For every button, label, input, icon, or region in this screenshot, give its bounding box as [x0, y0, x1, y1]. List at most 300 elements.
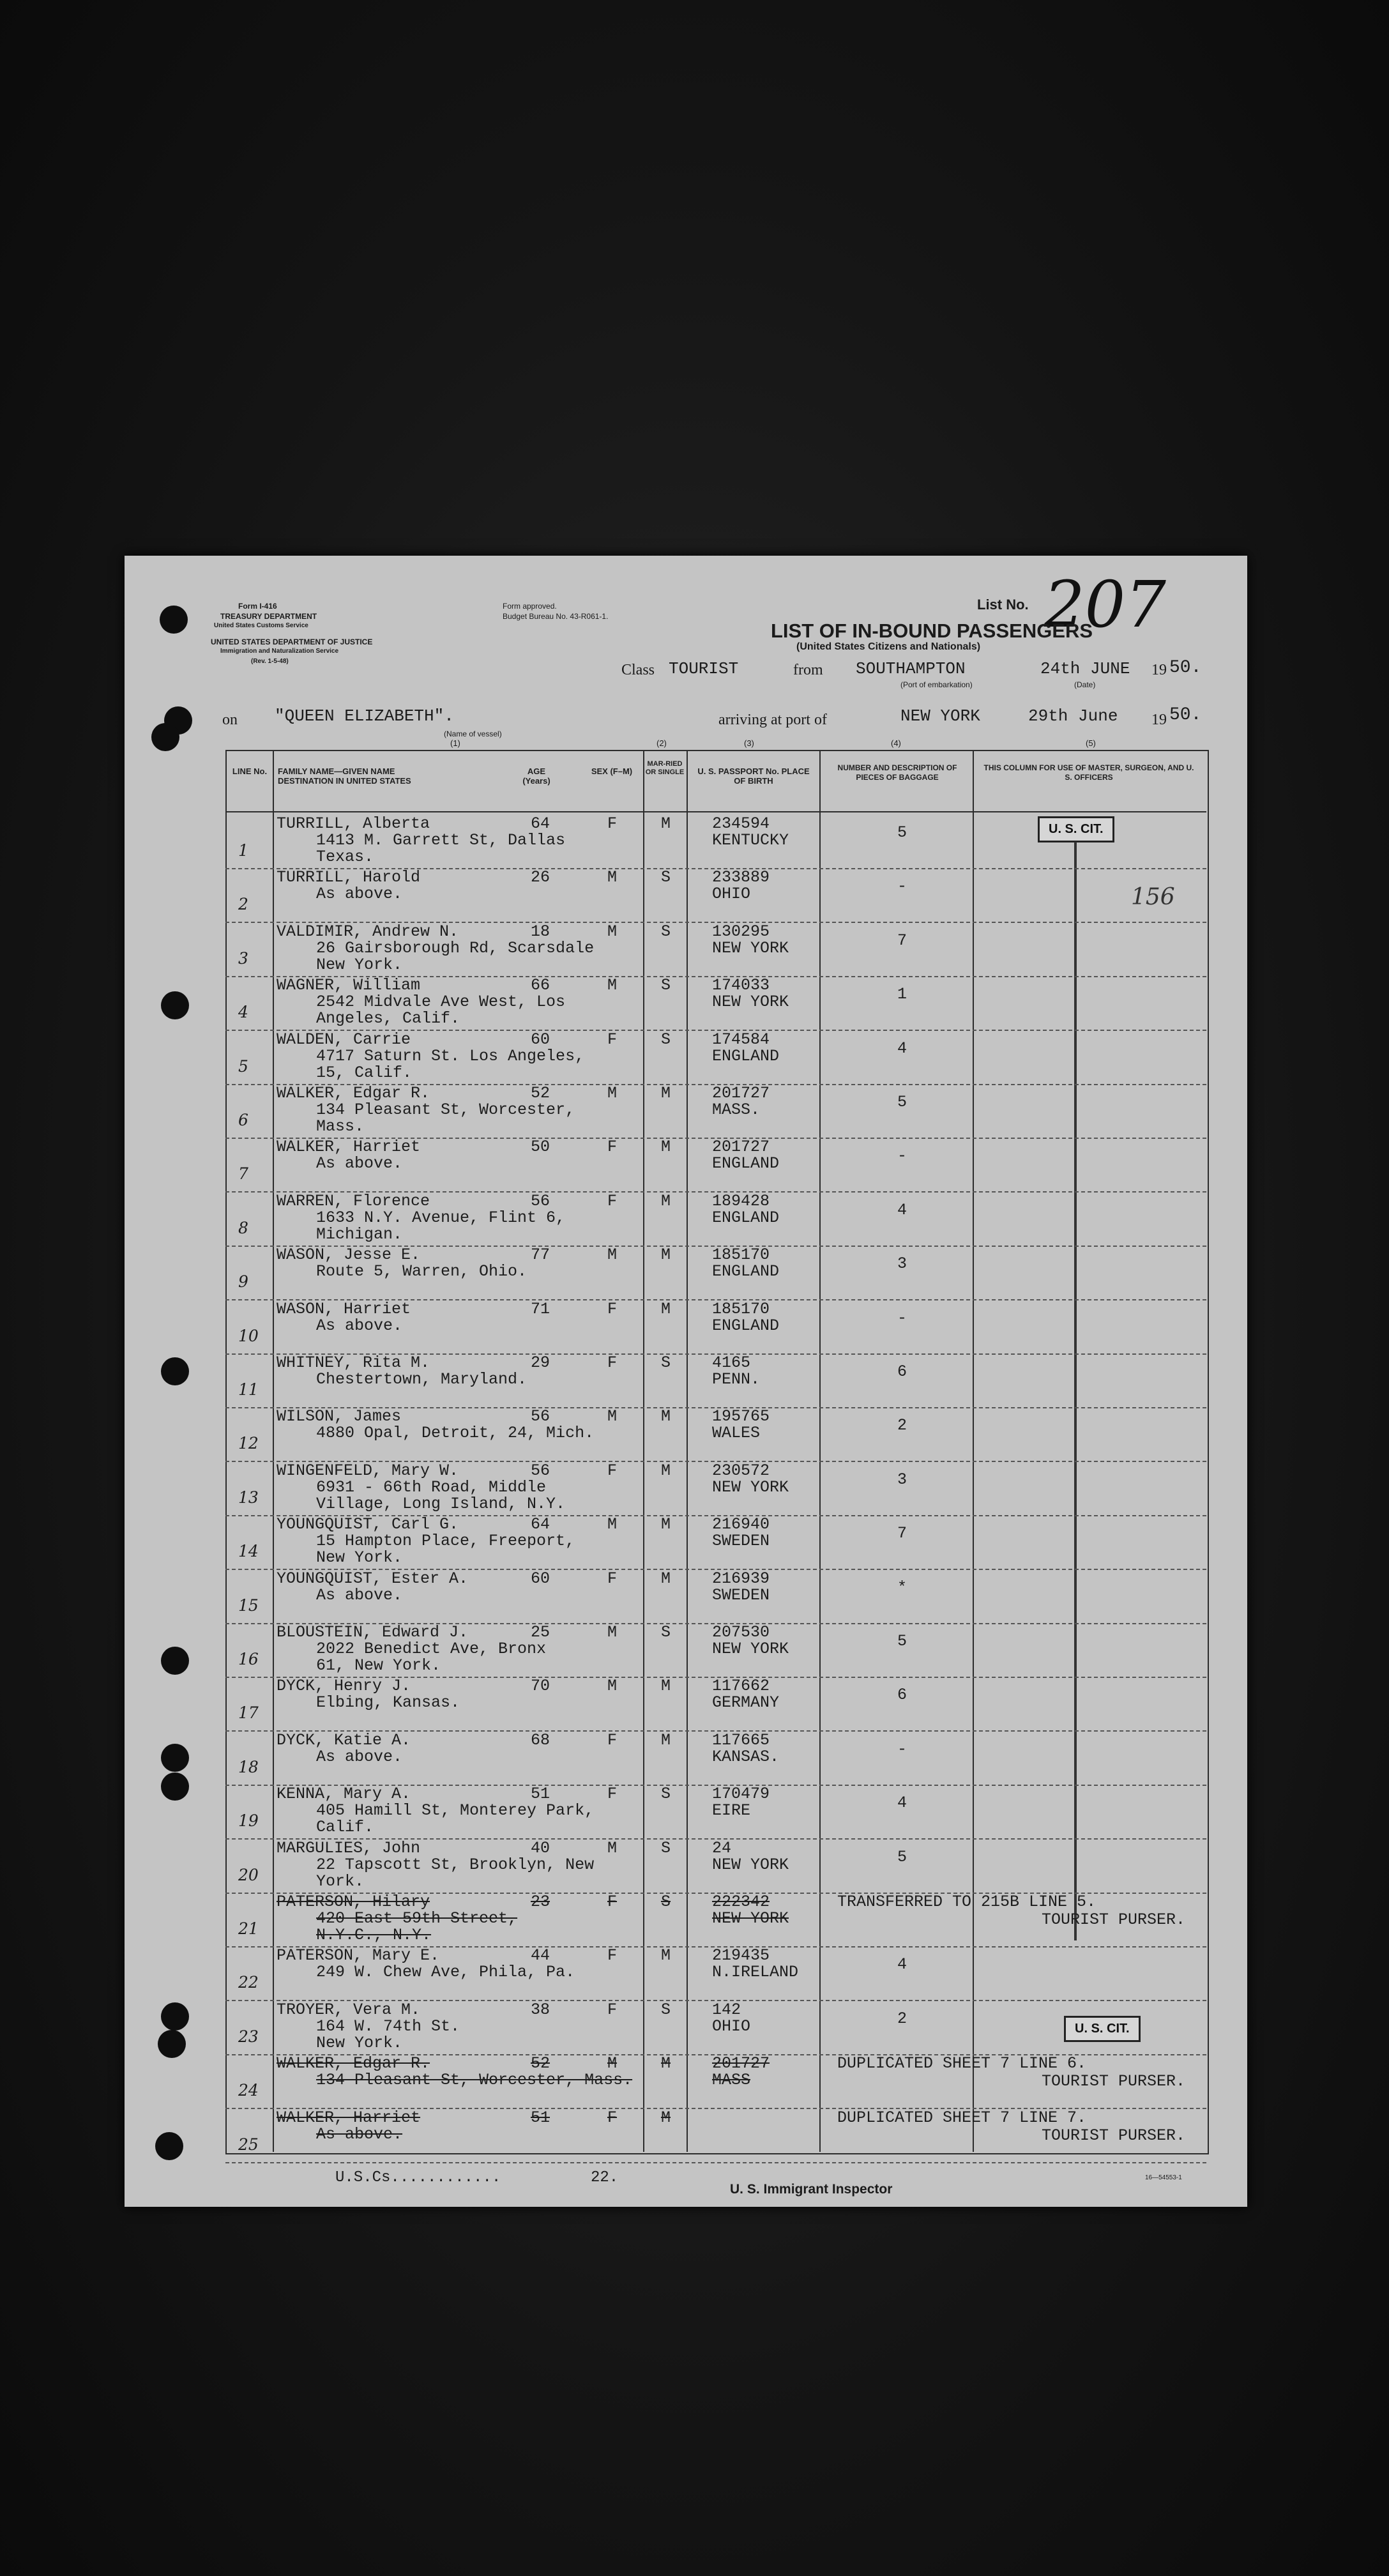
line-number: 4 [238, 1003, 248, 1022]
age: 64 [531, 814, 550, 833]
passport-number: 219435 [712, 1946, 770, 1965]
passport-number: 174033 [712, 976, 770, 995]
age: 56 [531, 1191, 550, 1210]
line-number: 10 [238, 1326, 259, 1345]
passenger-name: WAGNER, William [277, 976, 421, 995]
us-citizen-stamp-2: U. S. CIT. [1064, 2016, 1141, 2042]
sex: F [607, 1299, 618, 1318]
form-revision: (Rev. 1-5-48) [251, 658, 289, 665]
passenger-name: WALKER, Edgar R. [277, 2054, 430, 2073]
place-of-birth: WALES [712, 1424, 761, 1443]
place-of-birth: ENGLAND [712, 1262, 780, 1281]
embarkation-date: 24th JUNE [1040, 659, 1130, 678]
line-number: 23 [238, 2027, 259, 2046]
passenger-name: DYCK, Katie A. [277, 1730, 411, 1749]
form-number: Form I-416 [238, 602, 277, 611]
destination-line-1: 26 Gairsborough Rd, Scarsdale [316, 938, 595, 957]
age: 60 [531, 1569, 550, 1588]
place-of-birth: MASS [712, 2071, 751, 2090]
destination-line-2: 15, Calif. [316, 1063, 413, 1082]
baggage-count: - [897, 1147, 907, 1166]
baggage-count: - [897, 1739, 907, 1758]
table-row [125, 1839, 1247, 1893]
destination-line-1: Chestertown, Maryland. [316, 1370, 528, 1389]
line-number: 12 [238, 1434, 259, 1453]
table-row [125, 868, 1247, 922]
age: 52 [531, 2054, 550, 2073]
row-separator [225, 2162, 1206, 2163]
col-number: (5) [1086, 738, 1096, 748]
place-of-birth: EIRE [712, 1801, 751, 1820]
passport-number: 195765 [712, 1407, 770, 1426]
destination-line-2: Mass. [316, 1117, 365, 1136]
destination-line-1: As above. [316, 1154, 403, 1173]
sex: F [607, 1138, 618, 1157]
dept-justice: UNITED STATES DEPARTMENT OF JUSTICE [211, 637, 373, 646]
marital-status: M [661, 1515, 671, 1534]
destination-line-2: Village, Long Island, N.Y. [316, 1494, 566, 1513]
header-age: AGE (Years) [522, 766, 550, 786]
arrival-port: NEW YORK [900, 706, 980, 726]
passenger-name: PATERSON, Mary E. [277, 1946, 440, 1965]
marital-status: S [661, 1785, 671, 1804]
place-of-birth: ENGLAND [712, 1046, 780, 1065]
destination-line-2: Michigan. [316, 1224, 403, 1244]
port-caption: (Port of embarkation) [900, 680, 973, 689]
marital-status: S [661, 2000, 671, 2019]
baggage-count: 5 [897, 1847, 907, 1866]
list-number: 207 [1044, 567, 1166, 642]
line-number: 20 [238, 1865, 259, 1884]
passport-number: 216939 [712, 1569, 770, 1588]
passenger-name: WASON, Harriet [277, 1299, 411, 1318]
line-number: 13 [238, 1488, 259, 1507]
age: 23 [531, 1893, 550, 1911]
passenger-name: WILSON, James [277, 1407, 402, 1426]
passenger-name: WALKER, Harriet [277, 2108, 421, 2127]
line-number: 2 [238, 895, 248, 914]
baggage-count: 5 [897, 1632, 907, 1650]
table-row [125, 1300, 1247, 1354]
age: 50 [531, 1138, 550, 1157]
marital-status: M [661, 1461, 671, 1480]
dept-treasury: TREASURY DEPARTMENT [220, 612, 317, 621]
officer-note-signature: TOURIST PURSER. [1042, 2126, 1186, 2145]
destination-line-2: York. [316, 1871, 365, 1891]
destination-line-1: 249 W. Chew Ave, Phila, Pa. [316, 1963, 575, 1982]
header-baggage: NUMBER AND DESCRIPTION OF PIECES OF BAGGAGE [837, 763, 957, 782]
sex: F [607, 1191, 618, 1210]
passenger-name: YOUNGQUIST, Carl G. [277, 1515, 459, 1534]
line-number: 6 [238, 1111, 248, 1129]
list-no-label: List No. [977, 597, 1029, 613]
punch-hole [160, 606, 188, 634]
marital-status: M [661, 1084, 671, 1102]
sex: F [607, 814, 618, 833]
passport-number: 170479 [712, 1785, 770, 1804]
passenger-name: WHITNEY, Rita M. [277, 1353, 430, 1372]
col-number: (1) [450, 738, 460, 748]
header-passport: U. S. PASSPORT No. PLACE OF BIRTH [697, 766, 810, 786]
age: 51 [531, 1785, 550, 1804]
destination-line-1: 6931 - 66th Road, Middle [316, 1477, 547, 1497]
marital-status: M [661, 814, 671, 833]
sex: F [607, 1946, 618, 1965]
marital-status: M [661, 1730, 671, 1749]
place-of-birth: GERMANY [712, 1693, 780, 1712]
destination-line-1: As above. [316, 1316, 403, 1335]
sex: F [607, 1461, 618, 1480]
sex: M [607, 1246, 618, 1265]
passport-number: 185170 [712, 1299, 770, 1318]
table-row [125, 814, 1247, 869]
passport-number: 216940 [712, 1515, 770, 1534]
col-number: (2) [657, 738, 667, 748]
destination-line-1: Elbing, Kansas. [316, 1693, 460, 1712]
marital-status: M [661, 1138, 671, 1157]
col-number: (3) [744, 738, 754, 748]
table-row [125, 2001, 1247, 2055]
baggage-count: 4 [897, 1794, 907, 1813]
marital-status: S [661, 868, 671, 887]
passenger-name: TROYER, Vera M. [277, 2000, 421, 2019]
table-row [125, 1677, 1247, 1731]
baggage-count: 4 [897, 1200, 907, 1219]
destination-line-1: 405 Hamill St, Monterey Park, [316, 1801, 595, 1820]
baggage-count: 3 [897, 1470, 907, 1489]
passport-number: 201727 [712, 2054, 770, 2073]
baggage-count: 6 [897, 1362, 907, 1381]
table-row [125, 1407, 1247, 1461]
passenger-name: PATERSON, Hilary [277, 1893, 430, 1911]
table-row [125, 1353, 1247, 1408]
passenger-name: WALDEN, Carrie [277, 1030, 411, 1049]
table-row [125, 1623, 1247, 1677]
header-name: FAMILY NAME—GIVEN NAME DESTINATION IN UNITED STATES [278, 766, 411, 786]
marital-status: M [661, 1407, 671, 1426]
destination-line-1: Route 5, Warren, Ohio. [316, 1262, 528, 1281]
form-code: 16—54553-1 [1145, 2174, 1182, 2181]
baggage-count: 3 [897, 1254, 907, 1274]
destination-line-1: 4880 Opal, Detroit, 24, Mich. [316, 1424, 595, 1443]
budget-bureau: Budget Bureau No. 43-R061-1. [503, 612, 609, 621]
sex: F [607, 2108, 618, 2127]
vessel-caption: (Name of vessel) [444, 729, 502, 738]
marital-status: S [661, 922, 671, 941]
sex: M [607, 1838, 618, 1857]
line-number: 21 [238, 1919, 259, 1938]
age: 38 [531, 2000, 550, 2019]
age: 66 [531, 976, 550, 995]
baggage-count: 2 [897, 1416, 907, 1435]
arrival-year: 50. [1169, 705, 1202, 725]
place-of-birth: NEW YORK [712, 938, 789, 957]
marital-status: S [661, 1893, 671, 1911]
table-row [125, 1461, 1247, 1516]
marital-status: M [661, 1569, 671, 1588]
place-of-birth: KENTUCKY [712, 831, 789, 850]
place-of-birth: ENGLAND [712, 1208, 780, 1227]
header-line: LINE No. [232, 766, 268, 776]
dept-justice-sub: Immigration and Naturalization Service [220, 648, 339, 655]
date-caption: (Date) [1074, 680, 1096, 689]
passenger-name: WALKER, Harriet [277, 1138, 421, 1157]
table-row [125, 1030, 1247, 1085]
class-value: TOURIST [669, 659, 739, 678]
arriving-label: arriving at port of [718, 712, 827, 728]
passport-number: 142 [712, 2000, 741, 2019]
destination-line-1: 1413 M. Garrett St, Dallas [316, 831, 566, 850]
baggage-count: 2 [897, 2009, 907, 2028]
passport-number: 185170 [712, 1246, 770, 1265]
officer-note: DUPLICATED SHEET 7 LINE 6. [837, 2054, 1087, 2073]
age: 68 [531, 1730, 550, 1749]
place-of-birth: NEW YORK [712, 1909, 789, 1928]
baggage-count: 4 [897, 1955, 907, 1974]
year-prefix: 19 [1151, 662, 1167, 678]
passenger-name: DYCK, Henry J. [277, 1677, 411, 1696]
age: 18 [531, 922, 550, 941]
destination-line-1: As above. [316, 2124, 403, 2144]
arrival-year-prefix: 19 [1151, 712, 1167, 728]
table-row [125, 2054, 1247, 2108]
header-married: MAR-RIED OR SINGLE [645, 760, 685, 776]
line-number: 1 [238, 841, 248, 860]
sex: M [607, 1515, 618, 1534]
immigrant-inspector-label: U. S. Immigrant Inspector [730, 2182, 893, 2197]
place-of-birth: PENN. [712, 1370, 761, 1389]
marital-status: M [661, 1299, 671, 1318]
marital-status: S [661, 1838, 671, 1857]
sex: F [607, 2000, 618, 2019]
sex: F [607, 1730, 618, 1749]
destination-line-1: 2022 Benedict Ave, Bronx [316, 1640, 547, 1658]
marital-status: M [661, 1946, 671, 1965]
sex: M [607, 1623, 618, 1642]
sex: M [607, 2054, 618, 2073]
baggage-count: 7 [897, 1524, 907, 1543]
embarkation-year: 50. [1169, 658, 1202, 678]
baggage-count: 5 [897, 1093, 907, 1111]
baggage-count: 7 [897, 931, 907, 950]
passport-number: 117662 [712, 1677, 770, 1696]
passport-number: 207530 [712, 1623, 770, 1642]
destination-line-1: 164 W. 74th St. [316, 2016, 460, 2036]
place-of-birth: SWEDEN [712, 1585, 770, 1604]
destination-line-2: Texas. [316, 848, 374, 866]
baggage-count: * [897, 1578, 907, 1597]
passport-number: 201727 [712, 1138, 770, 1157]
punch-hole [151, 723, 179, 751]
table-row [125, 976, 1247, 1030]
line-number: 19 [238, 1811, 259, 1831]
place-of-birth: OHIO [712, 885, 751, 904]
marital-status: S [661, 1353, 671, 1372]
passenger-name: WARREN, Florence [277, 1191, 430, 1210]
place-of-birth: KANSAS. [712, 1747, 780, 1766]
line-number: 5 [238, 1056, 248, 1076]
marital-status: S [661, 976, 671, 995]
baggage-count: 5 [897, 823, 907, 842]
officer-note: TRANSFERRED TO 215B LINE 5. [837, 1893, 1097, 1911]
place-of-birth: NEW YORK [712, 1855, 789, 1874]
destination-line-1: 134 Pleasant St, Worcester, Mass. [316, 2071, 633, 2090]
passport-number: 130295 [712, 922, 770, 941]
line-number: 22 [238, 1973, 259, 1992]
passport-number: 24 [712, 1838, 732, 1857]
destination-line-1: 134 Pleasant St, Worcester, [316, 1101, 575, 1119]
officer-note-signature: TOURIST PURSER. [1042, 2072, 1186, 2091]
age: 51 [531, 2108, 550, 2127]
line-number: 25 [238, 2135, 259, 2154]
destination-line-1: As above. [316, 1747, 403, 1766]
destination-line-1: 15 Hampton Place, Freeport, [316, 1532, 575, 1551]
table-row [125, 1138, 1247, 1192]
passport-number: 234594 [712, 814, 770, 833]
officer-note: DUPLICATED SHEET 7 LINE 7. [837, 2108, 1087, 2127]
destination-line-2: 61, New York. [316, 1656, 441, 1675]
sex: M [607, 868, 618, 887]
age: 77 [531, 1246, 550, 1265]
age: 52 [531, 1084, 550, 1102]
destination-line-2: New York. [316, 1548, 403, 1567]
marital-status: M [661, 2108, 671, 2127]
from-label: from [793, 662, 823, 678]
destination-line-2: New York. [316, 2033, 403, 2052]
us-citizen-stamp: U. S. CIT. [1038, 816, 1114, 842]
destination-line-1: 4717 Saturn St. Los Angeles, [316, 1046, 585, 1065]
passport-number: 189428 [712, 1191, 770, 1210]
place-of-birth: SWEDEN [712, 1532, 770, 1551]
line-number: 24 [238, 2081, 259, 2100]
age: 29 [531, 1353, 550, 1372]
marital-status: S [661, 1030, 671, 1049]
place-of-birth: N.IRELAND [712, 1963, 799, 1982]
table-row [125, 1893, 1247, 1947]
age: 64 [531, 1515, 550, 1534]
place-of-birth: NEW YORK [712, 993, 789, 1012]
passenger-name: WALKER, Edgar R. [277, 1084, 430, 1102]
passenger-name: TURRILL, Harold [277, 868, 421, 887]
place-of-birth: NEW YORK [712, 1640, 789, 1658]
port-of-embarkation: SOUTHAMPTON [856, 659, 966, 678]
table-row [125, 1084, 1247, 1138]
destination-line-2: Calif. [316, 1818, 374, 1837]
officer-note-signature: TOURIST PURSER. [1042, 1910, 1186, 1929]
destination-line-1: As above. [316, 1585, 403, 1604]
sex: F [607, 1353, 618, 1372]
manifest-sheet [125, 556, 1247, 2207]
sex: F [607, 1030, 618, 1049]
line-number: 15 [238, 1596, 259, 1615]
place-of-birth: ENGLAND [712, 1154, 780, 1173]
passenger-name: TURRILL, Alberta [277, 814, 430, 833]
vessel-name: "QUEEN ELIZABETH". [275, 706, 454, 726]
age: 60 [531, 1030, 550, 1049]
age: 56 [531, 1461, 550, 1480]
passenger-name: MARGULIES, John [277, 1838, 421, 1857]
line-number: 14 [238, 1542, 259, 1561]
form-approved: Form approved. [503, 602, 557, 611]
header-officers: THIS COLUMN FOR USE OF MASTER, SURGEON, AND U. S. OFFICERS [983, 763, 1194, 782]
header-rule [225, 811, 1206, 812]
sex: M [607, 922, 618, 941]
passport-number: 201727 [712, 1084, 770, 1102]
destination-line-1: 2542 Midvale Ave West, Los [316, 993, 566, 1012]
line-number: 3 [238, 949, 248, 968]
us-citizens-count: 22. [591, 2169, 619, 2186]
age: 26 [531, 868, 550, 887]
line-number: 18 [238, 1757, 259, 1776]
passport-number: 222342 [712, 1893, 770, 1911]
baggage-count: 1 [897, 985, 907, 1004]
place-of-birth: ENGLAND [712, 1316, 780, 1335]
baggage-count: 4 [897, 1039, 907, 1058]
line-number: 8 [238, 1218, 248, 1237]
age: 70 [531, 1677, 550, 1696]
place-of-birth: NEW YORK [712, 1477, 789, 1497]
line-number: 16 [238, 1650, 259, 1668]
table-row [125, 1785, 1247, 1839]
sex: F [607, 1785, 618, 1804]
passport-number: 117665 [712, 1730, 770, 1749]
sex: M [607, 1677, 618, 1696]
line-number: 7 [238, 1164, 248, 1184]
arrival-date: 29th June [1028, 706, 1118, 726]
table-row [125, 1246, 1247, 1300]
age: 25 [531, 1623, 550, 1642]
passenger-name: WINGENFELD, Mary W. [277, 1461, 459, 1480]
destination-line-2: Angeles, Calif. [316, 1009, 460, 1028]
passenger-name: YOUNGQUIST, Ester A. [277, 1569, 469, 1588]
table-row [125, 922, 1247, 977]
marital-status: M [661, 2054, 671, 2073]
table-row [125, 2108, 1247, 2163]
baggage-count: 6 [897, 1686, 907, 1705]
table-row [125, 1946, 1247, 2001]
place-of-birth: OHIO [712, 2016, 751, 2036]
passenger-name: WASON, Jesse E. [277, 1246, 421, 1265]
class-label: Class [621, 662, 655, 678]
dept-treasury-sub: United States Customs Service [214, 622, 308, 629]
destination-line-1: 1633 N.Y. Avenue, Flint 6, [316, 1208, 566, 1227]
passport-number: 233889 [712, 868, 770, 887]
table-row [125, 1515, 1247, 1569]
marital-status: S [661, 1623, 671, 1642]
age: 56 [531, 1407, 550, 1426]
margin-number: 156 [1131, 884, 1175, 910]
passenger-name: BLOUSTEIN, Edward J. [277, 1623, 469, 1642]
sex: F [607, 1893, 618, 1911]
destination-line-1: 22 Tapscott St, Brooklyn, New [316, 1855, 595, 1874]
sex: M [607, 1407, 618, 1426]
destination-line-1: As above. [316, 885, 403, 904]
marital-status: M [661, 1677, 671, 1696]
destination-line-2: New York. [316, 955, 403, 974]
baggage-count: - [897, 877, 907, 896]
table-row [125, 1731, 1247, 1785]
document-subtitle: (United States Citizens and Nationals) [796, 641, 981, 652]
baggage-count: - [897, 1308, 907, 1327]
age: 44 [531, 1946, 550, 1965]
age: 71 [531, 1299, 550, 1318]
destination-line-1: 420 East 59th Street, [316, 1909, 518, 1928]
sex: M [607, 976, 618, 995]
passport-number: 4165 [712, 1353, 751, 1372]
place-of-birth: MASS. [712, 1101, 761, 1119]
age: 40 [531, 1838, 550, 1857]
marital-status: M [661, 1191, 671, 1210]
